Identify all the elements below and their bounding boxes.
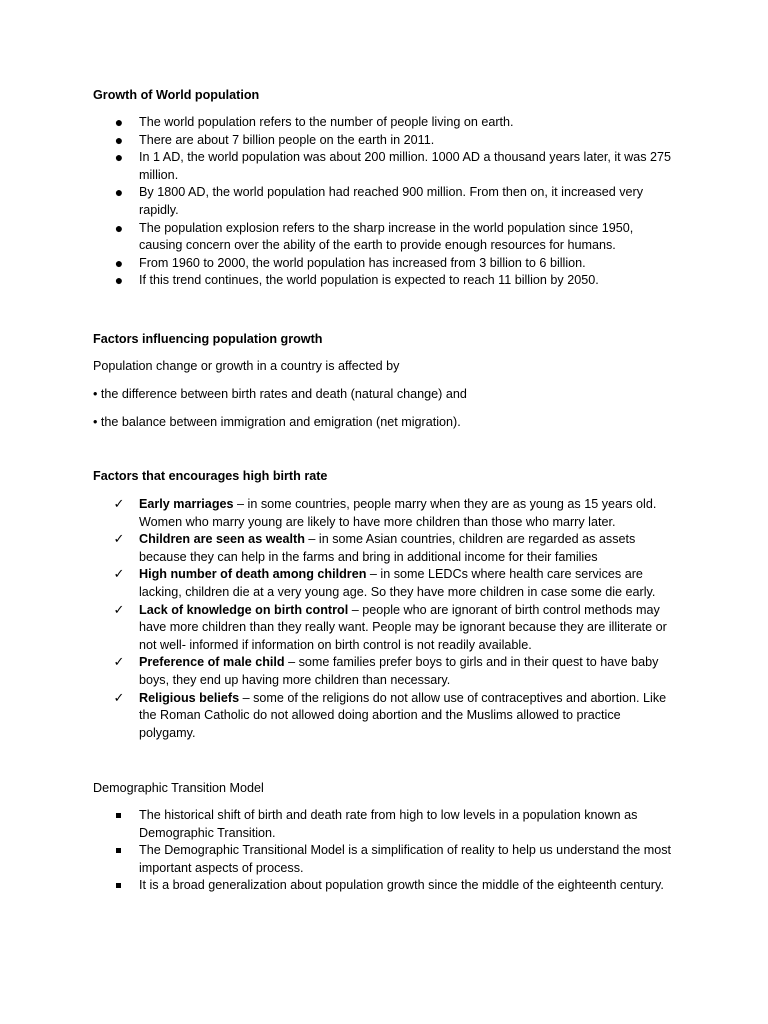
list-item: ✓ Preference of male child – some families prefer boys to girls and in their quest to have baby boys, they end up having more children than necessary. [93,654,678,689]
list-item: ● The population explosion refers to the sharp increase in the world population since 1950, causing concern over the ability of the earth to provide enough resources for humans. [93,220,678,255]
list-item: The historical shift of birth and death rate from high to low levels in a population known as Demographic Transition. [93,807,678,842]
list-item: ● By 1800 AD, the world population had reached 900 million. From then on, it increased very rapidly. [93,184,678,219]
checkmark-icon: ✓ [113,497,125,512]
demographic-transition-list [93,807,678,895]
section-heading-world-population: Growth of World population [93,88,260,102]
list-item: ✓ Early marriages – in some countries, people marry when they are as young as 15 years old. Women who marry young are likely to have more children than those who marry later. [93,496,678,531]
bullet-icon: ● [114,254,124,271]
factor-point: • the difference between birth rates and death (natural change) and [93,387,467,401]
checkmark-icon: ✓ [113,532,125,548]
square-bullet-icon [116,883,121,888]
section-heading-high-birth-rate: Factors that encourages high birth rate [93,469,328,483]
list-item: It is a broad generalization about population growth since the middle of the eighteenth century. [93,877,678,895]
list-item: ✓ Religious beliefs – some of the religions do not allow use of contraceptives and abortion. Like the Roman Catholic do not allowed doing abortion and the Muslims allowed to practice polygamy. [93,690,678,743]
list-item: ● From 1960 to 2000, the world population has increased from 3 billion to 6 billion. [93,255,678,273]
bullet-icon: ● [114,184,124,201]
bullet-icon: ● [114,219,124,236]
list-item: The Demographic Transitional Model is a simplification of reality to help us understand the most important aspects of process. [93,842,678,877]
list-item: ● If this trend continues, the world population is expected to reach 11 billion by 2050. [93,272,678,290]
list-item: ✓ Lack of knowledge on birth control – people who are ignorant of birth control methods may have more children than they really want. People may be ignorant because they are illiterate or not well- informed if information on birth control is not readily available. [93,602,678,655]
list-item: ✓ Children are seen as wealth – in some Asian countries, children are regarded as assets because they can help in the farms and bring in additional income for their families [93,531,678,566]
birth-rate-factors-list [93,496,678,742]
checkmark-icon: ✓ [113,655,125,671]
checkmark-icon: ✓ [113,690,125,706]
section-heading-factors-growth: Factors influencing population growth [93,332,323,346]
square-bullet-icon [116,813,121,818]
square-bullet-icon [116,848,121,853]
list-item: ✓ High number of death among children – in some LEDCs where health care services are lacking, children die at a very young age. So they have more children in case some die early. [93,566,678,601]
factor-point: • the balance between immigration and emigration (net migration). [93,415,461,429]
checkmark-icon: ✓ [113,567,125,583]
list-item: ● The world population refers to the number of people living on earth. [93,114,678,132]
bullet-icon: ● [114,272,124,289]
checkmark-icon: ✓ [113,602,125,618]
bullet-icon: ● [114,131,124,148]
list-item: ● In 1 AD, the world population was about 200 million. 1000 AD a thousand years later, it was 275 million. [93,149,678,184]
bullet-icon: ● [114,114,124,130]
bullet-icon: ● [114,149,124,166]
section-heading-demographic-transition: Demographic Transition Model [93,781,264,795]
world-population-list [93,114,678,290]
factors-intro-text: Population change or growth in a country is affected by [93,359,400,373]
list-item: ● There are about 7 billion people on the earth in 2011. [93,132,678,150]
